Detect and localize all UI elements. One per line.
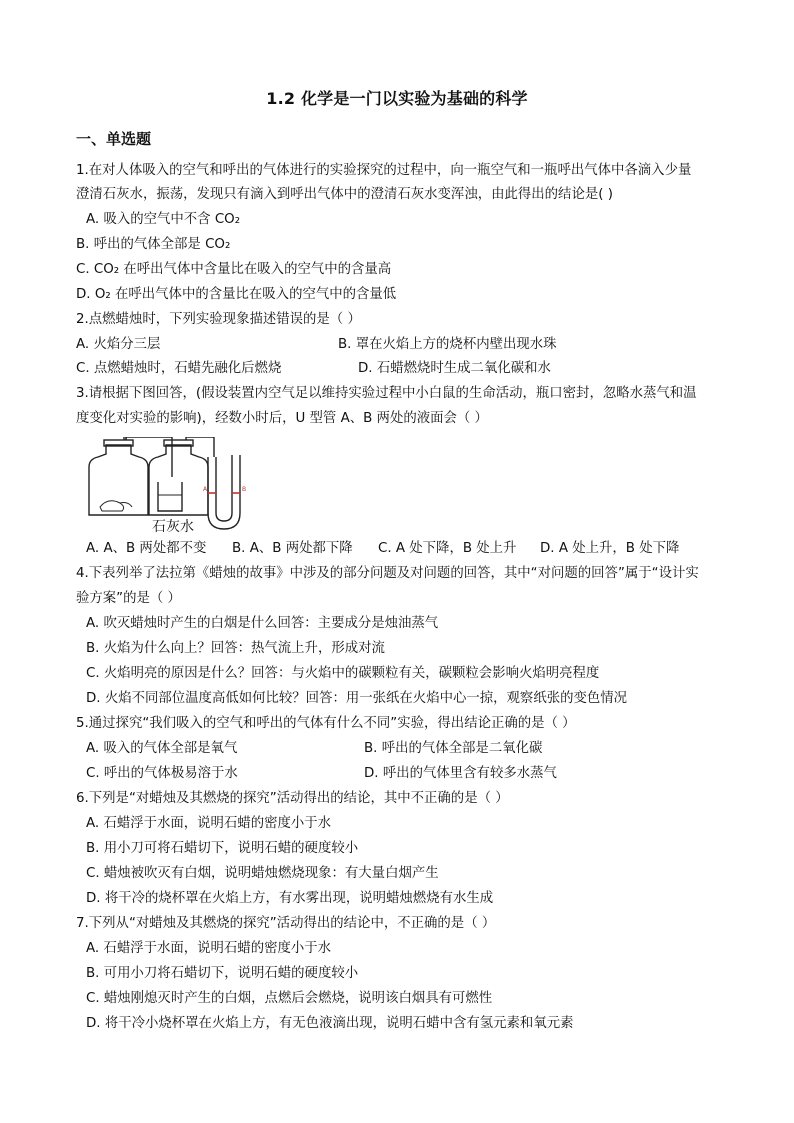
q4-option-c: C. 火焰明亮的原因是什么？回答：与火焰中的碳颗粒有关，碳颗粒会影响火焰明亮程度 [86, 666, 600, 681]
q7-option-a: A. 石蜡浮于水面，说明石蜡的密度小于水 [86, 941, 332, 956]
q5-option-c: C. 呼出的气体极易溶于水 [86, 766, 238, 781]
u-tube-label-b: B [242, 486, 246, 493]
q7-stem: 7.下列从“对蜡烛及其燃烧的探究”活动得出的结论中，不正确的是（ ） [76, 916, 496, 931]
q3-stem-line2: 度变化对实验的影响)，经数小时后，U 型管 A、B 两处的液面会（ ） [76, 411, 488, 426]
q2-option-b: B. 罩在火焰上方的烧杯内壁出现水珠 [338, 337, 557, 352]
q4-stem-line1: 4.下表列举了法拉第《蜡烛的故事》中涉及的部分问题及对问题的回答，其中“对问题的回答”属于“设计实 [76, 566, 699, 581]
q7-option-b: B. 可用小刀将石蜡切下，说明石蜡的硬度较小 [86, 966, 359, 981]
q3-stem-line1: 3.请根据下图回答，(假设装置内空气足以维持实验过程中小白鼠的生命活动，瓶口密封，忽略水蒸气和温 [76, 386, 697, 401]
q6-option-a: A. 石蜡浮于水面，说明石蜡的密度小于水 [86, 816, 332, 831]
q6-option-d: D. 将干冷的烧杯罩在火焰上方，有水雾出现，说明蜡烛燃烧有水生成 [86, 891, 494, 906]
q1-stem-line2: 澄清石灰水，振荡，发现只有滴入到呼出气体中的澄清石灰水变浑浊，由此得出的结论是( ) [76, 187, 613, 202]
q4-option-b: B. 火焰为什么向上？回答：热气流上升，形成对流 [86, 641, 385, 656]
q1-option-a: A. 吸入的空气中不含 CO₂ [86, 212, 241, 227]
page-title: 1.2 化学是一门以实验为基础的科学 [266, 89, 528, 108]
q4-stem-line2: 验方案”的是（ ） [76, 591, 181, 606]
section-heading: 一、单选题 [76, 130, 152, 148]
u-tube-label-a: A [203, 486, 208, 493]
q2-stem: 2.点燃蜡烛时，下列实验现象描述错误的是（ ） [76, 312, 361, 327]
q5-stem: 5.通过探究“我们吸入的空气和呼出的气体有什么不同”实验，得出结论正确的是（ ） [76, 716, 576, 731]
q3-option-a: A. A、B 两处都不变 [86, 541, 207, 556]
q6-stem: 6.下列是“对蜡烛及其燃烧的探究”活动得出的结论，其中不正确的是（ ） [76, 791, 509, 806]
q3-option-c: C. A 处下降，B 处上升 [378, 541, 517, 556]
q6-option-b: B. 用小刀可将石蜡切下，说明石蜡的硬度较小 [86, 841, 359, 856]
q1-option-b: B. 呼出的气体全部是 CO₂ [76, 237, 231, 252]
q5-option-b: B. 呼出的气体全部是二氧化碳 [364, 741, 543, 756]
q1-option-d: D. O₂ 在呼出气体中的含量比在吸入的空气中的含量低 [76, 287, 397, 302]
figure-label-limewater: 石灰水 [152, 519, 194, 535]
q2-option-c: C. 点燃蜡烛时，石蜡先融化后燃烧 [76, 361, 282, 376]
q1-stem-line1: 1.在对人体吸入的空气和呼出的气体进行的实验探究的过程中，向一瓶空气和一瓶呼出气体中各滴入少量 [76, 163, 692, 178]
q7-option-d: D. 将干冷小烧杯罩在火焰上方，有无色液滴出现，说明石蜡中含有氢元素和氧元素 [86, 1016, 574, 1031]
q2-option-a: A. 火焰分三层 [76, 337, 161, 352]
q4-option-a: A. 吹灭蜡烛时产生的白烟是什么回答：主要成分是烛油蒸气 [86, 616, 439, 631]
q5-option-d: D. 呼出的气体里含有较多水蒸气 [364, 766, 557, 781]
q1-option-c: C. CO₂ 在呼出气体中含量比在吸入的空气中的含量高 [76, 262, 392, 277]
q5-option-a: A. 吸入的气体全部是氧气 [86, 741, 238, 756]
q7-option-c: C. 蜡烛刚熄灭时产生的白烟，点燃后会燃烧，说明该白烟具有可燃性 [86, 991, 493, 1006]
q3-option-b: B. A、B 两处都下降 [232, 541, 353, 556]
q6-option-c: C. 蜡烛被吹灭有白烟，说明蜡烛燃烧现象：有大量白烟产生 [86, 866, 439, 881]
q3-option-d: D. A 处上升，B 处下降 [540, 541, 680, 556]
q2-option-d: D. 石蜡燃烧时生成二氧化碳和水 [358, 361, 551, 376]
q4-option-d: D. 火焰不同部位温度高低如何比较？回答：用一张纸在火焰中心一掠，观察纸张的变色情况 [86, 691, 628, 706]
